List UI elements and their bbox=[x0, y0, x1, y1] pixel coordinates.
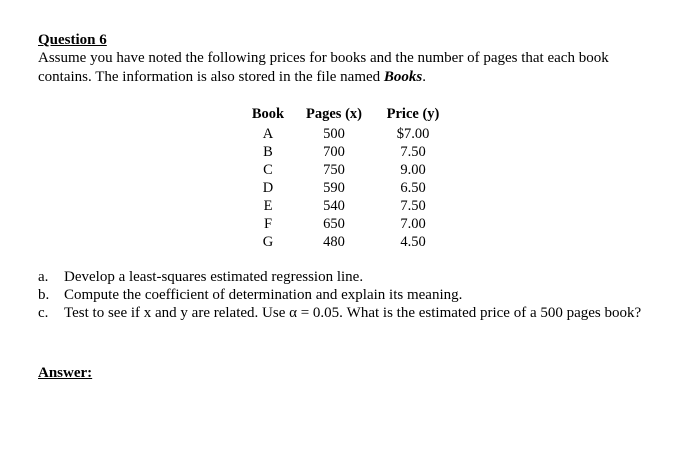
cell-book: F bbox=[263, 216, 273, 232]
cell-pages: 590 bbox=[323, 180, 345, 196]
cell-price: 6.50 bbox=[400, 180, 426, 196]
file-name: Books bbox=[383, 69, 423, 85]
table-header-row bbox=[245, 105, 449, 125]
answer-label: Answer: bbox=[38, 365, 93, 381]
task-marker: c. bbox=[38, 305, 49, 321]
cell-book: D bbox=[262, 180, 274, 196]
cell-book: E bbox=[263, 198, 273, 214]
table-row bbox=[245, 161, 449, 179]
cell-price: 7.50 bbox=[400, 144, 426, 160]
intro-line-2-prefix: contains. The information is also stored in the file named bbox=[38, 69, 384, 85]
cell-pages: 700 bbox=[323, 144, 345, 160]
list-item bbox=[38, 304, 658, 322]
table-row bbox=[245, 143, 449, 161]
cell-book: G bbox=[262, 234, 274, 250]
table-row bbox=[245, 125, 449, 143]
task-text: Develop a least-squares estimated regression line. bbox=[64, 269, 364, 285]
table-row bbox=[245, 179, 449, 197]
list-item bbox=[38, 268, 658, 286]
intro-line-2 bbox=[38, 68, 668, 87]
question-intro bbox=[38, 49, 668, 87]
task-marker: a. bbox=[38, 269, 49, 285]
header-price: Price (y) bbox=[386, 106, 440, 122]
cell-price: $7.00 bbox=[396, 126, 430, 142]
cell-book: B bbox=[263, 144, 273, 160]
cell-price: 7.50 bbox=[400, 198, 426, 214]
cell-pages: 500 bbox=[323, 126, 345, 142]
cell-price: 7.00 bbox=[400, 216, 426, 232]
cell-book: A bbox=[262, 126, 274, 142]
list-item bbox=[38, 286, 658, 304]
cell-pages: 480 bbox=[323, 234, 345, 250]
cell-book: C bbox=[263, 162, 273, 178]
books-table-container bbox=[245, 105, 449, 251]
cell-pages: 650 bbox=[323, 216, 345, 232]
task-marker: b. bbox=[38, 287, 50, 303]
cell-pages: 540 bbox=[323, 198, 345, 214]
task-list bbox=[38, 268, 658, 322]
task-text: Compute the coefficient of determination and explain its meaning. bbox=[64, 287, 463, 303]
books-table bbox=[245, 105, 449, 251]
question-title: Question 6 bbox=[38, 32, 107, 48]
header-pages: Pages (x) bbox=[306, 106, 362, 122]
header-book: Book bbox=[251, 106, 285, 122]
table-row bbox=[245, 215, 449, 233]
table-row bbox=[245, 233, 449, 251]
cell-price: 9.00 bbox=[400, 162, 426, 178]
cell-price: 4.50 bbox=[400, 234, 426, 250]
table-row bbox=[245, 197, 449, 215]
task-text: Test to see if x and y are related. Use α = 0.05. What is the estimated price of a 500 pages book? bbox=[64, 305, 642, 321]
intro-line-2-suffix: . bbox=[422, 69, 426, 85]
cell-pages: 750 bbox=[323, 162, 345, 178]
intro-line-1: Assume you have noted the following prices for books and the number of pages that each book bbox=[38, 50, 609, 66]
